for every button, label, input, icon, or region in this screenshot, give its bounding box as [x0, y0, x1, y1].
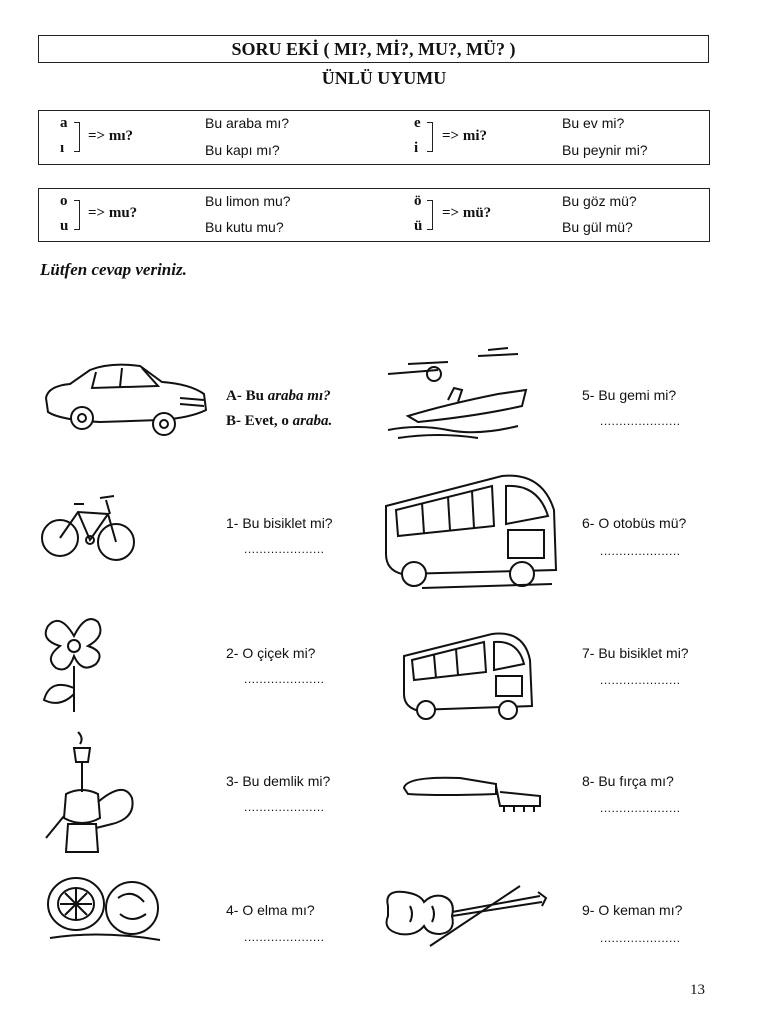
apple-icon	[40, 874, 168, 946]
answer-line-1[interactable]: .....................	[244, 542, 325, 556]
example-kapi: Bu kapı mı?	[205, 142, 280, 158]
flower-icon	[40, 608, 108, 714]
bus-icon	[400, 628, 536, 724]
boat-icon	[378, 344, 548, 442]
example-line-a: A- Bu araba mı?	[226, 388, 331, 404]
answer-line-3[interactable]: .....................	[244, 800, 325, 814]
subtitle: ÜNLÜ UYUMU	[321, 68, 447, 88]
answer-line-7[interactable]: .....................	[600, 673, 681, 687]
answer-line-9[interactable]: .....................	[600, 931, 681, 945]
vowel-o: o	[60, 193, 68, 209]
bicycle-icon	[38, 480, 138, 576]
example-kutu: Bu kutu mu?	[205, 219, 284, 235]
question-4: 4- O elma mı?	[226, 902, 315, 918]
page-number: 13	[690, 982, 705, 998]
question-1: 1- Bu bisiklet mi?	[226, 515, 333, 531]
answer-line-5[interactable]: .....................	[600, 414, 681, 428]
teapot-icon	[40, 728, 136, 856]
brush-icon	[400, 766, 546, 818]
vowel-u: u	[60, 218, 69, 234]
suffix-mi-dotless: => mı?	[88, 128, 134, 144]
bracket	[427, 122, 433, 152]
example-ev: Bu ev mi?	[562, 115, 625, 131]
suffix-mu: => mu?	[88, 205, 138, 221]
question-5: 5- Bu gemi mi?	[582, 387, 677, 403]
example-gul: Bu gül mü?	[562, 219, 633, 235]
answer-line-2[interactable]: .....................	[244, 672, 325, 686]
bracket	[74, 122, 80, 152]
example-araba: Bu araba mı?	[205, 115, 290, 131]
title-box: SORU EKİ ( MI?, Mİ?, MU?, MÜ? )	[38, 35, 709, 63]
answer-line-4[interactable]: .....................	[244, 930, 325, 944]
question-9: 9- O keman mı?	[582, 902, 683, 918]
bus-icon	[382, 470, 562, 594]
question-3: 3- Bu demlik mi?	[226, 773, 331, 789]
vowel-a: a	[60, 115, 68, 131]
car-icon	[40, 358, 212, 444]
answer-line-8[interactable]: .....................	[600, 801, 681, 815]
vowel-i: i	[414, 140, 419, 156]
bracket	[427, 200, 433, 230]
violin-icon	[380, 880, 550, 950]
question-2: 2- O çiçek mi?	[226, 645, 316, 661]
suffix-mi: => mi?	[442, 128, 488, 144]
question-6: 6- O otobüs mü?	[582, 515, 687, 531]
instruction: Lütfen cevap veriniz.	[40, 260, 187, 279]
question-8: 8- Bu fırça mı?	[582, 773, 674, 789]
example-limon: Bu limon mu?	[205, 193, 291, 209]
example-line-b: B- Evet, o araba.	[226, 413, 333, 429]
vowel-e: e	[414, 115, 421, 131]
suffix-mu-umlaut: => mü?	[442, 205, 492, 221]
vowel-i-dotless: ı	[60, 140, 65, 156]
question-7: 7- Bu bisiklet mi?	[582, 645, 689, 661]
example-peynir: Bu peynir mi?	[562, 142, 648, 158]
example-goz: Bu göz mü?	[562, 193, 637, 209]
answer-line-6[interactable]: .....................	[600, 544, 681, 558]
bracket	[74, 200, 80, 230]
vowel-o-umlaut: ö	[414, 193, 422, 209]
vowel-u-umlaut: ü	[414, 218, 423, 234]
